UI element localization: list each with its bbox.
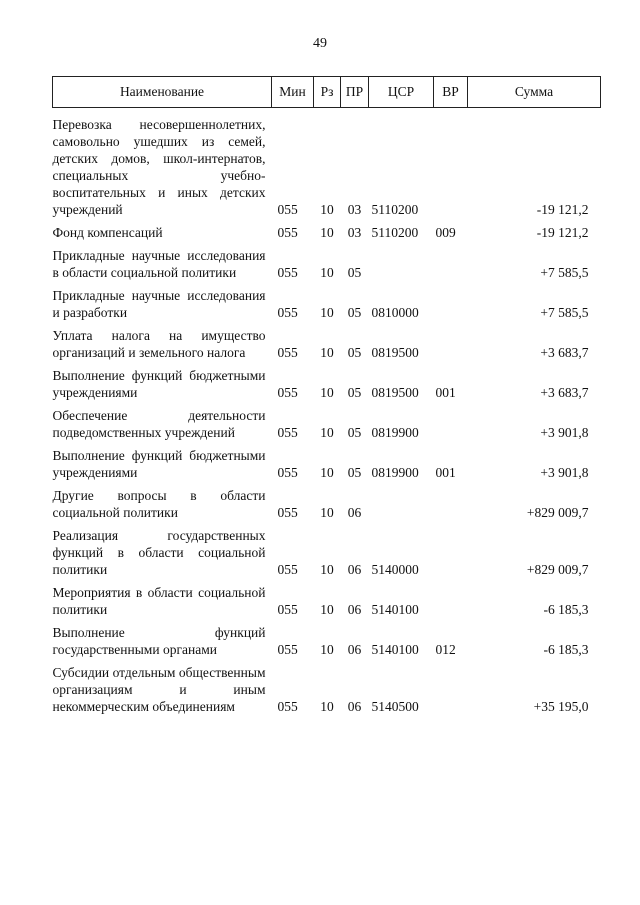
cell-min: 055 [277, 385, 298, 400]
cell-sum: +3 901,8 [540, 465, 589, 480]
cell-csr: 5110200 [371, 225, 419, 240]
cell-pr: 05 [347, 425, 362, 440]
cell-min: 055 [277, 265, 298, 280]
cell-sum: +3 683,7 [540, 385, 589, 400]
cell-rz: 10 [320, 305, 334, 320]
cell-csr [369, 487, 434, 521]
table-row [53, 407, 601, 441]
cell-csr: 5140100 [371, 642, 419, 657]
cell-csr [369, 247, 434, 281]
column-header-sum: Сумма [468, 77, 601, 108]
cell-sum: -19 121,2 [536, 202, 589, 217]
cell-rz: 10 [320, 699, 334, 714]
cell-name: Перевозка несовершеннолетних, самовольно ушедших из семей, детских домов, школ-интернатов, специальных учебно-воспитательных и иных детских учреждений [52, 117, 266, 217]
cell-name: Обеспечение деятельности подведомственных учреждений [52, 408, 266, 440]
cell-pr: 03 [347, 225, 362, 240]
cell-min: 055 [277, 225, 298, 240]
cell-rz: 10 [320, 385, 334, 400]
column-header-vr: ВР [434, 77, 468, 108]
cell-sum: -6 185,3 [543, 642, 589, 657]
table-row [53, 327, 601, 361]
cell-name: Прикладные научные исследования и разработки [52, 288, 266, 320]
table-row [53, 367, 601, 401]
cell-csr: 0819900 [371, 425, 419, 440]
cell-rz: 10 [320, 505, 334, 520]
cell-csr: 0810000 [371, 305, 419, 320]
cell-pr: 06 [347, 505, 362, 520]
cell-pr: 05 [347, 465, 362, 480]
cell-vr [434, 527, 468, 578]
cell-min: 055 [277, 642, 298, 657]
cell-rz: 10 [320, 202, 334, 217]
cell-vr: 001 [435, 465, 456, 480]
cell-sum: -6 185,3 [543, 602, 589, 617]
cell-min: 055 [277, 602, 298, 617]
table-row [53, 287, 601, 321]
table-body [53, 108, 601, 716]
cell-rz: 10 [320, 562, 334, 577]
cell-name: Фонд компенсаций [52, 225, 163, 240]
cell-vr: 012 [435, 642, 456, 657]
table-row [53, 624, 601, 658]
cell-rz: 10 [320, 345, 334, 360]
cell-csr: 5140100 [371, 602, 419, 617]
cell-sum: +7 585,5 [540, 305, 589, 320]
cell-csr: 0819500 [371, 345, 419, 360]
cell-name: Мероприятия в области социальной политики [52, 585, 266, 617]
cell-sum: -19 121,2 [536, 225, 589, 240]
cell-name: Уплата налога на имущество организаций и земельного налога [52, 328, 266, 360]
cell-sum: +7 585,5 [540, 265, 589, 280]
cell-rz: 10 [320, 602, 334, 617]
cell-vr: 001 [435, 385, 456, 400]
table-row [53, 527, 601, 578]
cell-csr: 5140000 [371, 562, 419, 577]
cell-min: 055 [277, 305, 298, 320]
cell-pr: 06 [347, 642, 362, 657]
cell-min: 055 [277, 202, 298, 217]
table-row [53, 447, 601, 481]
cell-csr: 5110200 [371, 202, 419, 217]
cell-sum: +829 009,7 [526, 562, 589, 577]
column-header-min: Мин [272, 77, 314, 108]
cell-pr: 05 [347, 305, 362, 320]
cell-name: Субсидии отдельным общественным организациям и иным некоммерческим объединениям [52, 665, 266, 714]
cell-vr [434, 247, 468, 281]
column-header-csr: ЦСР [369, 77, 434, 108]
cell-sum: +829 009,7 [526, 505, 589, 520]
cell-pr: 05 [347, 345, 362, 360]
cell-name: Реализация государственных функций в области социальной политики [52, 528, 266, 577]
cell-vr [434, 584, 468, 618]
cell-rz: 10 [320, 425, 334, 440]
cell-pr: 06 [347, 699, 362, 714]
table-row [53, 108, 601, 219]
cell-sum: +35 195,0 [533, 699, 589, 714]
cell-pr: 06 [347, 602, 362, 617]
column-header-name: Наименование [53, 77, 272, 108]
cell-vr: 009 [435, 225, 456, 240]
cell-name: Выполнение функций государственными органами [52, 625, 266, 657]
cell-pr: 05 [347, 265, 362, 280]
cell-min: 055 [277, 345, 298, 360]
cell-min: 055 [277, 699, 298, 714]
cell-min: 055 [277, 425, 298, 440]
cell-min: 055 [277, 562, 298, 577]
cell-pr: 03 [347, 202, 362, 217]
cell-min: 055 [277, 505, 298, 520]
cell-sum: +3 901,8 [540, 425, 589, 440]
table-row [53, 584, 601, 618]
column-header-rz: Рз [314, 77, 341, 108]
cell-csr: 0819500 [371, 385, 419, 400]
cell-vr [434, 407, 468, 441]
table-header-row [53, 77, 601, 108]
cell-rz: 10 [320, 265, 334, 280]
column-header-pr: ПР [341, 77, 369, 108]
table-row [53, 487, 601, 521]
cell-rz: 10 [320, 642, 334, 657]
cell-vr [434, 664, 468, 715]
cell-rz: 10 [320, 225, 334, 240]
table-row [53, 224, 601, 241]
cell-csr: 5140500 [371, 699, 419, 714]
cell-min: 055 [277, 465, 298, 480]
cell-name: Другие вопросы в области социальной политики [52, 488, 266, 520]
cell-name: Выполнение функций бюджетными учреждениями [52, 448, 266, 480]
cell-sum: +3 683,7 [540, 345, 589, 360]
cell-pr: 05 [347, 385, 362, 400]
cell-vr [434, 327, 468, 361]
cell-name: Прикладные научные исследования в области социальной политики [52, 248, 266, 280]
page-number: 49 [313, 36, 327, 51]
cell-rz: 10 [320, 465, 334, 480]
table-row [53, 664, 601, 715]
table-row [53, 247, 601, 281]
cell-vr [434, 287, 468, 321]
cell-pr: 06 [347, 562, 362, 577]
cell-name: Выполнение функций бюджетными учреждениями [52, 368, 266, 400]
cell-vr [434, 487, 468, 521]
budget-table [52, 76, 601, 715]
cell-vr [434, 108, 468, 219]
cell-csr: 0819900 [371, 465, 419, 480]
